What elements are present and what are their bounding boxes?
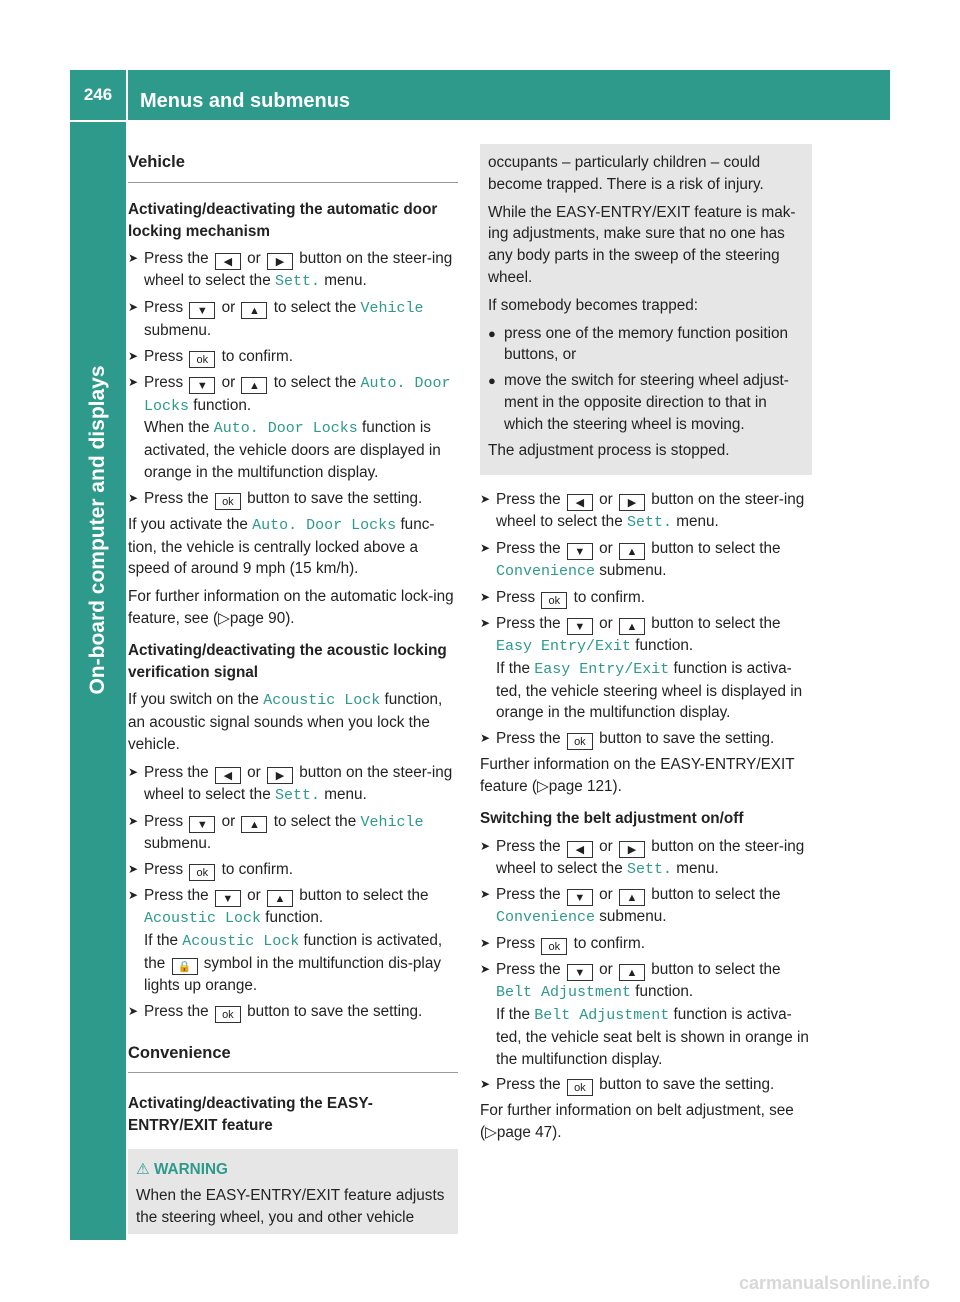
text: button on the steer-ing wheel to select the [496,491,805,531]
text: If the [496,659,531,677]
step-arrow-icon: ➤ [480,731,491,746]
up-key-icon: ▲ [619,618,645,635]
step [480,836,812,881]
text: For further information on the automatic lock-ing feature, see ( [128,588,454,627]
text: function, an acoustic signal sounds when you lock the vehicle. [128,691,443,753]
text: Press the [496,961,561,979]
heading-belt-adjustment: Switching the belt adjustment on/off [480,809,744,827]
text: symbol in the multifunction dis-play lights up orange. [144,954,441,994]
text: to select the [273,299,357,317]
text: Press the [496,614,561,632]
step [128,811,458,856]
step-arrow-icon: ➤ [128,300,139,315]
function-name: Easy Entry/Exit [534,660,670,678]
text: Press [144,861,184,879]
text: Press the [496,730,561,748]
step [480,1074,812,1096]
text: Press the [144,887,209,905]
warning-text: When the EASY-ENTRY/EXIT feature adjusts the steering wheel, you and other vehicle [136,1186,445,1226]
text: or [221,812,236,830]
text: function is activated, the [144,931,443,972]
function-name: Belt Adjustment [496,984,632,1002]
up-key-icon: ▲ [619,964,645,981]
right-key-icon: ▶ [619,494,645,511]
text: page 47). [496,1124,562,1142]
sidebar-label: On-board computer and displays [86,365,109,695]
text: page 121). [548,777,622,795]
text: If the [144,931,179,949]
right-column [480,152,812,1150]
text: Press the [496,1076,561,1094]
function-name: Auto. Door Locks [213,420,358,438]
text: button on the steer-ing wheel to select the [144,763,453,803]
text: menu. [676,859,719,877]
menu-name: Sett. [274,786,320,804]
text: Press [496,935,536,953]
step-arrow-icon: ➤ [480,492,491,507]
warning-icon: ⚠ [136,1160,150,1178]
text: to confirm. [573,935,646,953]
up-key-icon: ▲ [619,889,645,906]
text: to select the [273,373,357,391]
text: button to select the [651,886,781,904]
bullet-item [488,323,802,367]
function-name: Auto. Door Locks [144,374,451,415]
up-key-icon: ▲ [241,302,267,319]
text: Press [144,299,184,317]
menu-name: Vehicle [360,300,424,318]
menu-name: Vehicle [360,813,424,831]
header-divider [126,70,128,120]
text: submenu. [599,908,667,926]
text: move the switch for steering wheel adjust-ment in the opposite direction to that in which the steering wheel is moving. [504,372,789,433]
ok-key-icon: ok [189,864,215,881]
text: Press the [144,763,209,781]
left-column [128,152,458,1234]
text: or [599,837,613,855]
step-arrow-icon: ➤ [128,490,139,505]
ok-key-icon: ok [189,351,215,368]
right-key-icon: ▶ [267,767,293,784]
text: Press [144,812,184,830]
text: Press the [496,886,561,904]
step-arrow-icon: ➤ [128,888,139,903]
step-arrow-icon: ➤ [480,838,491,853]
text: submenu. [144,321,212,339]
down-key-icon: ▼ [215,890,241,907]
text: function. [265,909,324,927]
text: Press [144,373,184,391]
menu-name: Sett. [626,860,672,878]
text: function. [635,636,694,654]
page-ref-icon: ▷ [536,777,549,795]
step-arrow-icon: ➤ [480,541,491,556]
text: Press the [144,1002,209,1020]
paragraph [128,586,458,630]
text: press one of the memory function position buttons, or [504,324,788,364]
text: Press the [144,250,209,268]
ok-key-icon: ok [567,1079,593,1096]
text: menu. [324,785,367,803]
ok-key-icon: ok [215,1006,241,1023]
text: When the [144,419,210,437]
step-arrow-icon: ➤ [480,615,491,630]
step [128,762,458,807]
paragraph: occupants – particularly children – could become trapped. There is a risk of injury. [488,154,764,193]
step-arrow-icon: ➤ [480,936,491,951]
step [128,372,458,484]
warning-continued-box [480,144,812,475]
text: or [599,886,613,904]
text: If the [496,1005,531,1023]
section-title-vehicle: Vehicle [128,152,458,183]
text: button on the steer-ing wheel to select the [496,837,805,877]
bullet-icon: ● [488,373,496,389]
text: or [247,887,261,905]
bullet-item [488,370,802,435]
text: or [247,763,261,781]
down-key-icon: ▼ [567,618,593,635]
text: function is activated, the vehicle doors are displayed in orange in the multifunction display. [144,419,441,481]
paragraph [128,514,458,580]
right-key-icon: ▶ [267,253,293,270]
step [128,346,458,368]
left-key-icon: ◀ [567,494,593,511]
text: menu. [676,513,719,531]
text: or [247,250,261,268]
text: Press the [496,540,561,558]
step-arrow-icon: ➤ [128,813,139,828]
down-key-icon: ▼ [189,302,215,319]
page-ref-icon: ▷ [218,609,230,627]
text: Press [496,588,536,606]
step-arrow-icon: ➤ [480,1077,491,1092]
text: button to save the setting. [247,489,423,507]
function-name: Acoustic Lock [263,692,381,710]
text: Further information on the EASY-ENTRY/EXIT feature ( [480,756,795,795]
text: button to save the setting. [247,1002,423,1020]
text: button to select the [299,887,429,905]
text: button on the steer-ing wheel to select the [144,250,453,290]
up-key-icon: ▲ [241,377,267,394]
text: or [221,299,236,317]
down-key-icon: ▼ [567,964,593,981]
step [480,884,812,929]
text: submenu. [599,562,667,580]
text: to select the [273,812,357,830]
step-arrow-icon: ➤ [128,374,139,389]
warning-title [136,1159,448,1181]
ok-key-icon: ok [215,493,241,510]
step [480,959,812,1070]
step-arrow-icon: ➤ [128,764,139,779]
menu-name: Sett. [274,273,320,291]
warning-box [128,1149,458,1234]
heading-door-locking: Activating/deactivating the automatic door locking mechanism [128,200,438,240]
function-name: Acoustic Lock [144,910,262,928]
function-name: Belt Adjustment [534,1006,670,1024]
text: button to select the [651,961,781,979]
step [480,933,812,955]
text: function. [193,396,252,414]
right-key-icon: ▶ [619,841,645,858]
step [128,297,458,342]
text: to confirm. [573,588,646,606]
heading-acoustic: Activating/deactivating the acoustic locking verification signal [128,641,447,681]
text: button to save the setting. [599,730,775,748]
step [480,538,812,583]
menu-name: Convenience [496,563,596,581]
paragraph [480,1100,812,1144]
menu-name: Sett. [626,514,672,532]
step-arrow-icon: ➤ [128,348,139,363]
left-key-icon: ◀ [215,253,241,270]
bullet-icon: ● [488,325,496,341]
step-arrow-icon: ➤ [480,589,491,604]
step [128,488,458,510]
step-arrow-icon: ➤ [128,251,139,266]
step-arrow-icon: ➤ [128,1003,139,1018]
ok-key-icon: ok [541,592,567,609]
step [480,587,812,609]
lock-key-icon: 🔒 [172,958,198,975]
text: page 90). [229,609,295,627]
step-arrow-icon: ➤ [480,962,491,977]
text: Press the [496,837,561,855]
heading-easy-entry: Activating/deactivating the EASY-ENTRY/EXIT feature [128,1095,373,1135]
step [128,885,458,996]
down-key-icon: ▼ [567,889,593,906]
text: func-tion, the vehicle is centrally locked above a speed of around 9 mph (15 km/h). [128,515,435,578]
text: For further information on belt adjustment, see ( [480,1102,794,1142]
text: Press the [496,491,561,509]
text: or [599,540,613,558]
left-key-icon: ◀ [567,841,593,858]
left-key-icon: ◀ [215,767,241,784]
text: or [599,614,613,632]
watermark-url: carmanualsonline.info [738,1273,930,1293]
down-key-icon: ▼ [189,816,215,833]
text: button to select the [651,614,781,632]
text: function is activa-ted, the vehicle steering wheel is displayed in orange in the multifunction display. [496,659,803,722]
text: If you activate the [128,515,248,533]
menu-name: Convenience [496,909,596,927]
step-arrow-icon: ➤ [128,862,139,877]
paragraph: If somebody becomes trapped: [488,296,699,314]
step [480,728,812,750]
text: menu. [324,272,367,290]
text: or [599,961,613,979]
text: function. [635,983,694,1001]
step-arrow-icon: ➤ [480,887,491,902]
text: to confirm. [221,347,294,365]
page-title: Menus and submenus [140,90,351,112]
text: Press the [144,489,209,507]
function-name: Acoustic Lock [182,932,300,950]
up-key-icon: ▲ [241,816,267,833]
text: function is activa-ted, the vehicle seat belt is shown in orange in the multifunction display. [496,1005,809,1068]
step [480,613,812,724]
text: button to select the [651,540,781,558]
function-name: Easy Entry/Exit [496,637,632,655]
page-number: 246 [83,85,113,104]
down-key-icon: ▼ [567,543,593,560]
paragraph: The adjustment process is stopped. [488,441,730,459]
paragraph [128,689,458,755]
text: to confirm. [221,861,294,879]
paragraph [480,754,812,798]
function-name: Auto. Door Locks [252,516,397,534]
text: or [599,491,613,509]
step [128,248,458,293]
step [128,1001,458,1023]
up-key-icon: ▲ [267,890,293,907]
page-ref-icon: ▷ [485,1124,497,1142]
text: Press [144,347,184,365]
step [128,859,458,881]
ok-key-icon: ok [541,938,567,955]
paragraph: While the EASY-ENTRY/EXIT feature is mak-ing adjustments, make sure that no one has any body parts in the sweep of the steering wheel. [488,203,796,286]
text: or [221,373,236,391]
ok-key-icon: ok [567,733,593,750]
text: WARNING [153,1160,228,1178]
text: button to save the setting. [599,1076,775,1094]
section-title-convenience: Convenience [128,1043,458,1074]
up-key-icon: ▲ [619,543,645,560]
down-key-icon: ▼ [189,377,215,394]
step [480,489,812,534]
text: If you switch on the [128,691,259,709]
text: submenu. [144,835,212,853]
